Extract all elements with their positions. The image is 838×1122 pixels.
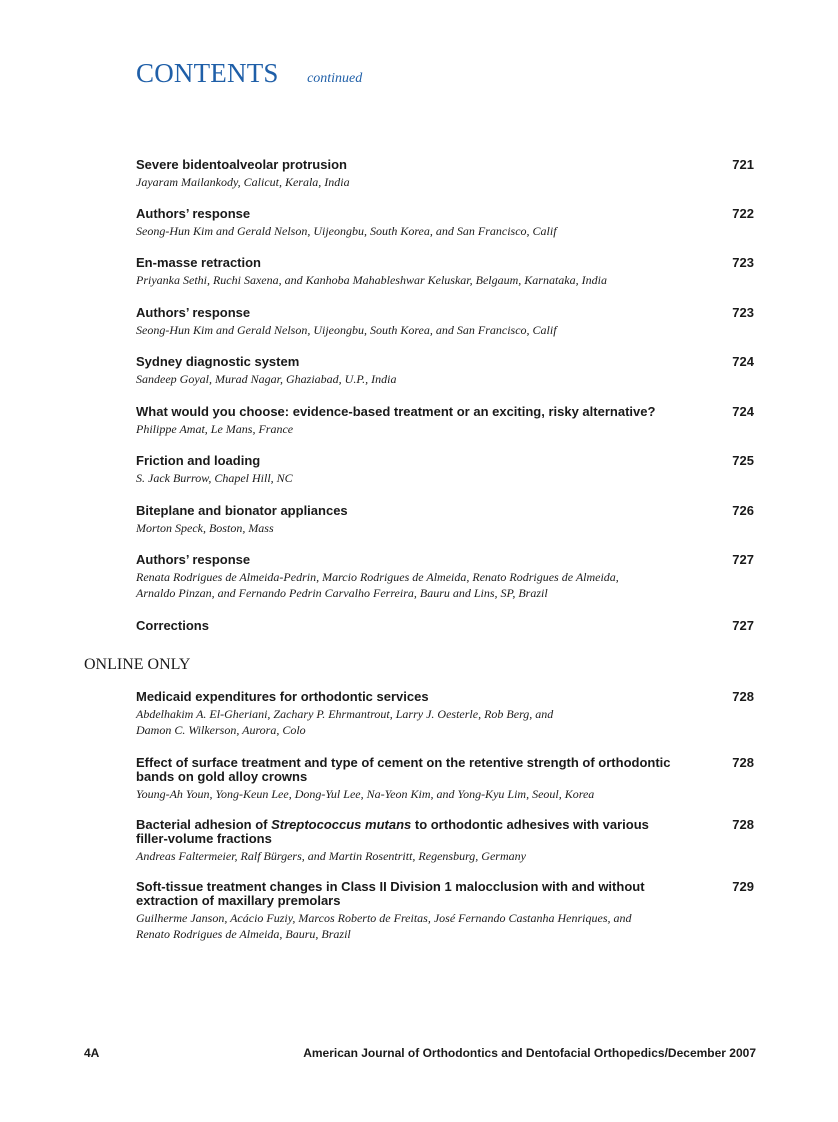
entry-page: 725 (732, 453, 754, 468)
entry-page: 728 (732, 817, 754, 832)
toc-entry (136, 454, 756, 486)
entry-title-line: extraction of maxillary premolars (136, 893, 341, 908)
entry-page: 728 (732, 689, 754, 704)
entry-title-species: Streptococcus mutans (271, 817, 412, 832)
entry-title[interactable]: En-masse retraction (136, 255, 261, 270)
entry-page: 723 (732, 305, 754, 320)
entry-authors: Morton Speck, Boston, Mass (136, 521, 274, 535)
toc-entry (136, 818, 756, 864)
entry-authors: Priyanka Sethi, Ruchi Saxena, and Kanhoba Mahableshwar Keluskar, Belgaum, Karnataka, India (136, 273, 607, 287)
toc-entry (136, 553, 756, 601)
entry-title-line (136, 818, 696, 832)
entry-title[interactable]: Authors’ response (136, 552, 251, 567)
entry-title[interactable]: Biteplane and bionator appliances (136, 503, 348, 518)
entry-title[interactable]: Corrections (136, 618, 209, 633)
entry-authors (136, 910, 696, 942)
entry-authors: Seong-Hun Kim and Gerald Nelson, Uijeongbu, South Korea, and San Francisco, Calif (136, 323, 557, 337)
entry-title[interactable] (136, 756, 696, 784)
section-heading-online-only: ONLINE ONLY (84, 656, 191, 673)
entry-page: 726 (732, 503, 754, 518)
footer-page-label: 4A (84, 1046, 100, 1060)
entry-title[interactable]: Severe bidentoalveolar protrusion (136, 157, 347, 172)
entry-page: 724 (732, 404, 754, 419)
toc-entry (136, 690, 756, 738)
toc-entry (136, 619, 756, 633)
toc-entry (136, 256, 756, 288)
entry-title[interactable]: Medicaid expenditures for orthodontic services (136, 689, 429, 704)
entry-page: 723 (732, 255, 754, 270)
entry-title[interactable]: What would you choose: evidence-based treatment or an exciting, risky alternative? (136, 404, 656, 419)
entry-page: 721 (732, 157, 754, 172)
entry-title[interactable]: Authors’ response (136, 206, 251, 221)
entry-authors-line: Renata Rodrigues de Almeida-Pedrin, Marcio Rodrigues de Almeida, Renato Rodrigues de Almeida, (136, 570, 619, 584)
entry-title[interactable] (136, 818, 696, 846)
entry-page: 728 (732, 755, 754, 770)
entry-title-line: bands on gold alloy crowns (136, 769, 308, 784)
toc-entry (136, 355, 756, 387)
toc-entry (136, 880, 756, 942)
entry-page: 729 (732, 879, 754, 894)
entry-title-line: Soft-tissue treatment changes in Class II Division 1 malocclusion with and without (136, 879, 645, 894)
entry-title[interactable] (136, 880, 696, 908)
entry-title[interactable]: Friction and loading (136, 453, 261, 468)
toc-entry (136, 158, 756, 190)
entry-authors: Young-Ah Youn, Yong-Keun Lee, Dong-Yul Lee, Na-Yeon Kim, and Yong-Kyu Lim, Seoul, Korea (136, 787, 595, 801)
entry-page: 722 (732, 206, 754, 221)
entry-authors: Sandeep Goyal, Murad Nagar, Ghaziabad, U.P., India (136, 372, 397, 386)
continued-label: continued (307, 71, 363, 86)
toc-entry (136, 756, 756, 802)
toc-entry (136, 405, 756, 437)
entry-authors-line: Renato Rodrigues de Almeida, Bauru, Brazil (136, 927, 351, 941)
entry-authors-line: Guilherme Janson, Acácio Fuziy, Marcos Roberto de Freitas, José Fernando Castanha Henriques, and (136, 911, 632, 925)
entry-page: 727 (732, 618, 754, 633)
toc-entry (136, 207, 756, 239)
entry-title-segment: to orthodontic adhesives with various (411, 817, 649, 832)
toc-entry (136, 306, 756, 338)
entry-authors-line: Damon C. Wilkerson, Aurora, Colo (136, 723, 306, 737)
contents-header (136, 58, 362, 89)
entry-title-segment: Bacterial adhesion of (136, 817, 272, 832)
entry-title-line: Effect of surface treatment and type of cement on the retentive strength of orthodontic (136, 755, 671, 770)
entry-title-line: filler-volume fractions (136, 831, 272, 846)
entry-authors: Seong-Hun Kim and Gerald Nelson, Uijeongbu, South Korea, and San Francisco, Calif (136, 224, 557, 238)
entry-title[interactable]: Sydney diagnostic system (136, 354, 300, 369)
entry-authors: S. Jack Burrow, Chapel Hill, NC (136, 471, 293, 485)
entry-authors: Jayaram Mailankody, Calicut, Kerala, India (136, 175, 350, 189)
entry-authors (136, 706, 696, 738)
footer-journal: American Journal of Orthodontics and Dentofacial Orthopedics/December 2007 (303, 1046, 756, 1060)
entry-title[interactable]: Authors’ response (136, 305, 251, 320)
entry-authors-line: Abdelhakim A. El-Gheriani, Zachary P. Ehrmantrout, Larry J. Oesterle, Rob Berg, and (136, 707, 554, 721)
entry-authors (136, 569, 696, 601)
entry-authors: Philippe Amat, Le Mans, France (136, 422, 294, 436)
entry-authors: Andreas Faltermeier, Ralf Bürgers, and Martin Rosentritt, Regensburg, Germany (136, 849, 526, 863)
entry-page: 724 (732, 354, 754, 369)
toc-entry (136, 504, 756, 536)
page-title: CONTENTS (136, 58, 279, 88)
entry-page: 727 (732, 552, 754, 567)
entry-authors-line: Arnaldo Pinzan, and Fernando Pedrin Carvalho Ferreira, Bauru and Lins, SP, Brazil (136, 586, 548, 600)
